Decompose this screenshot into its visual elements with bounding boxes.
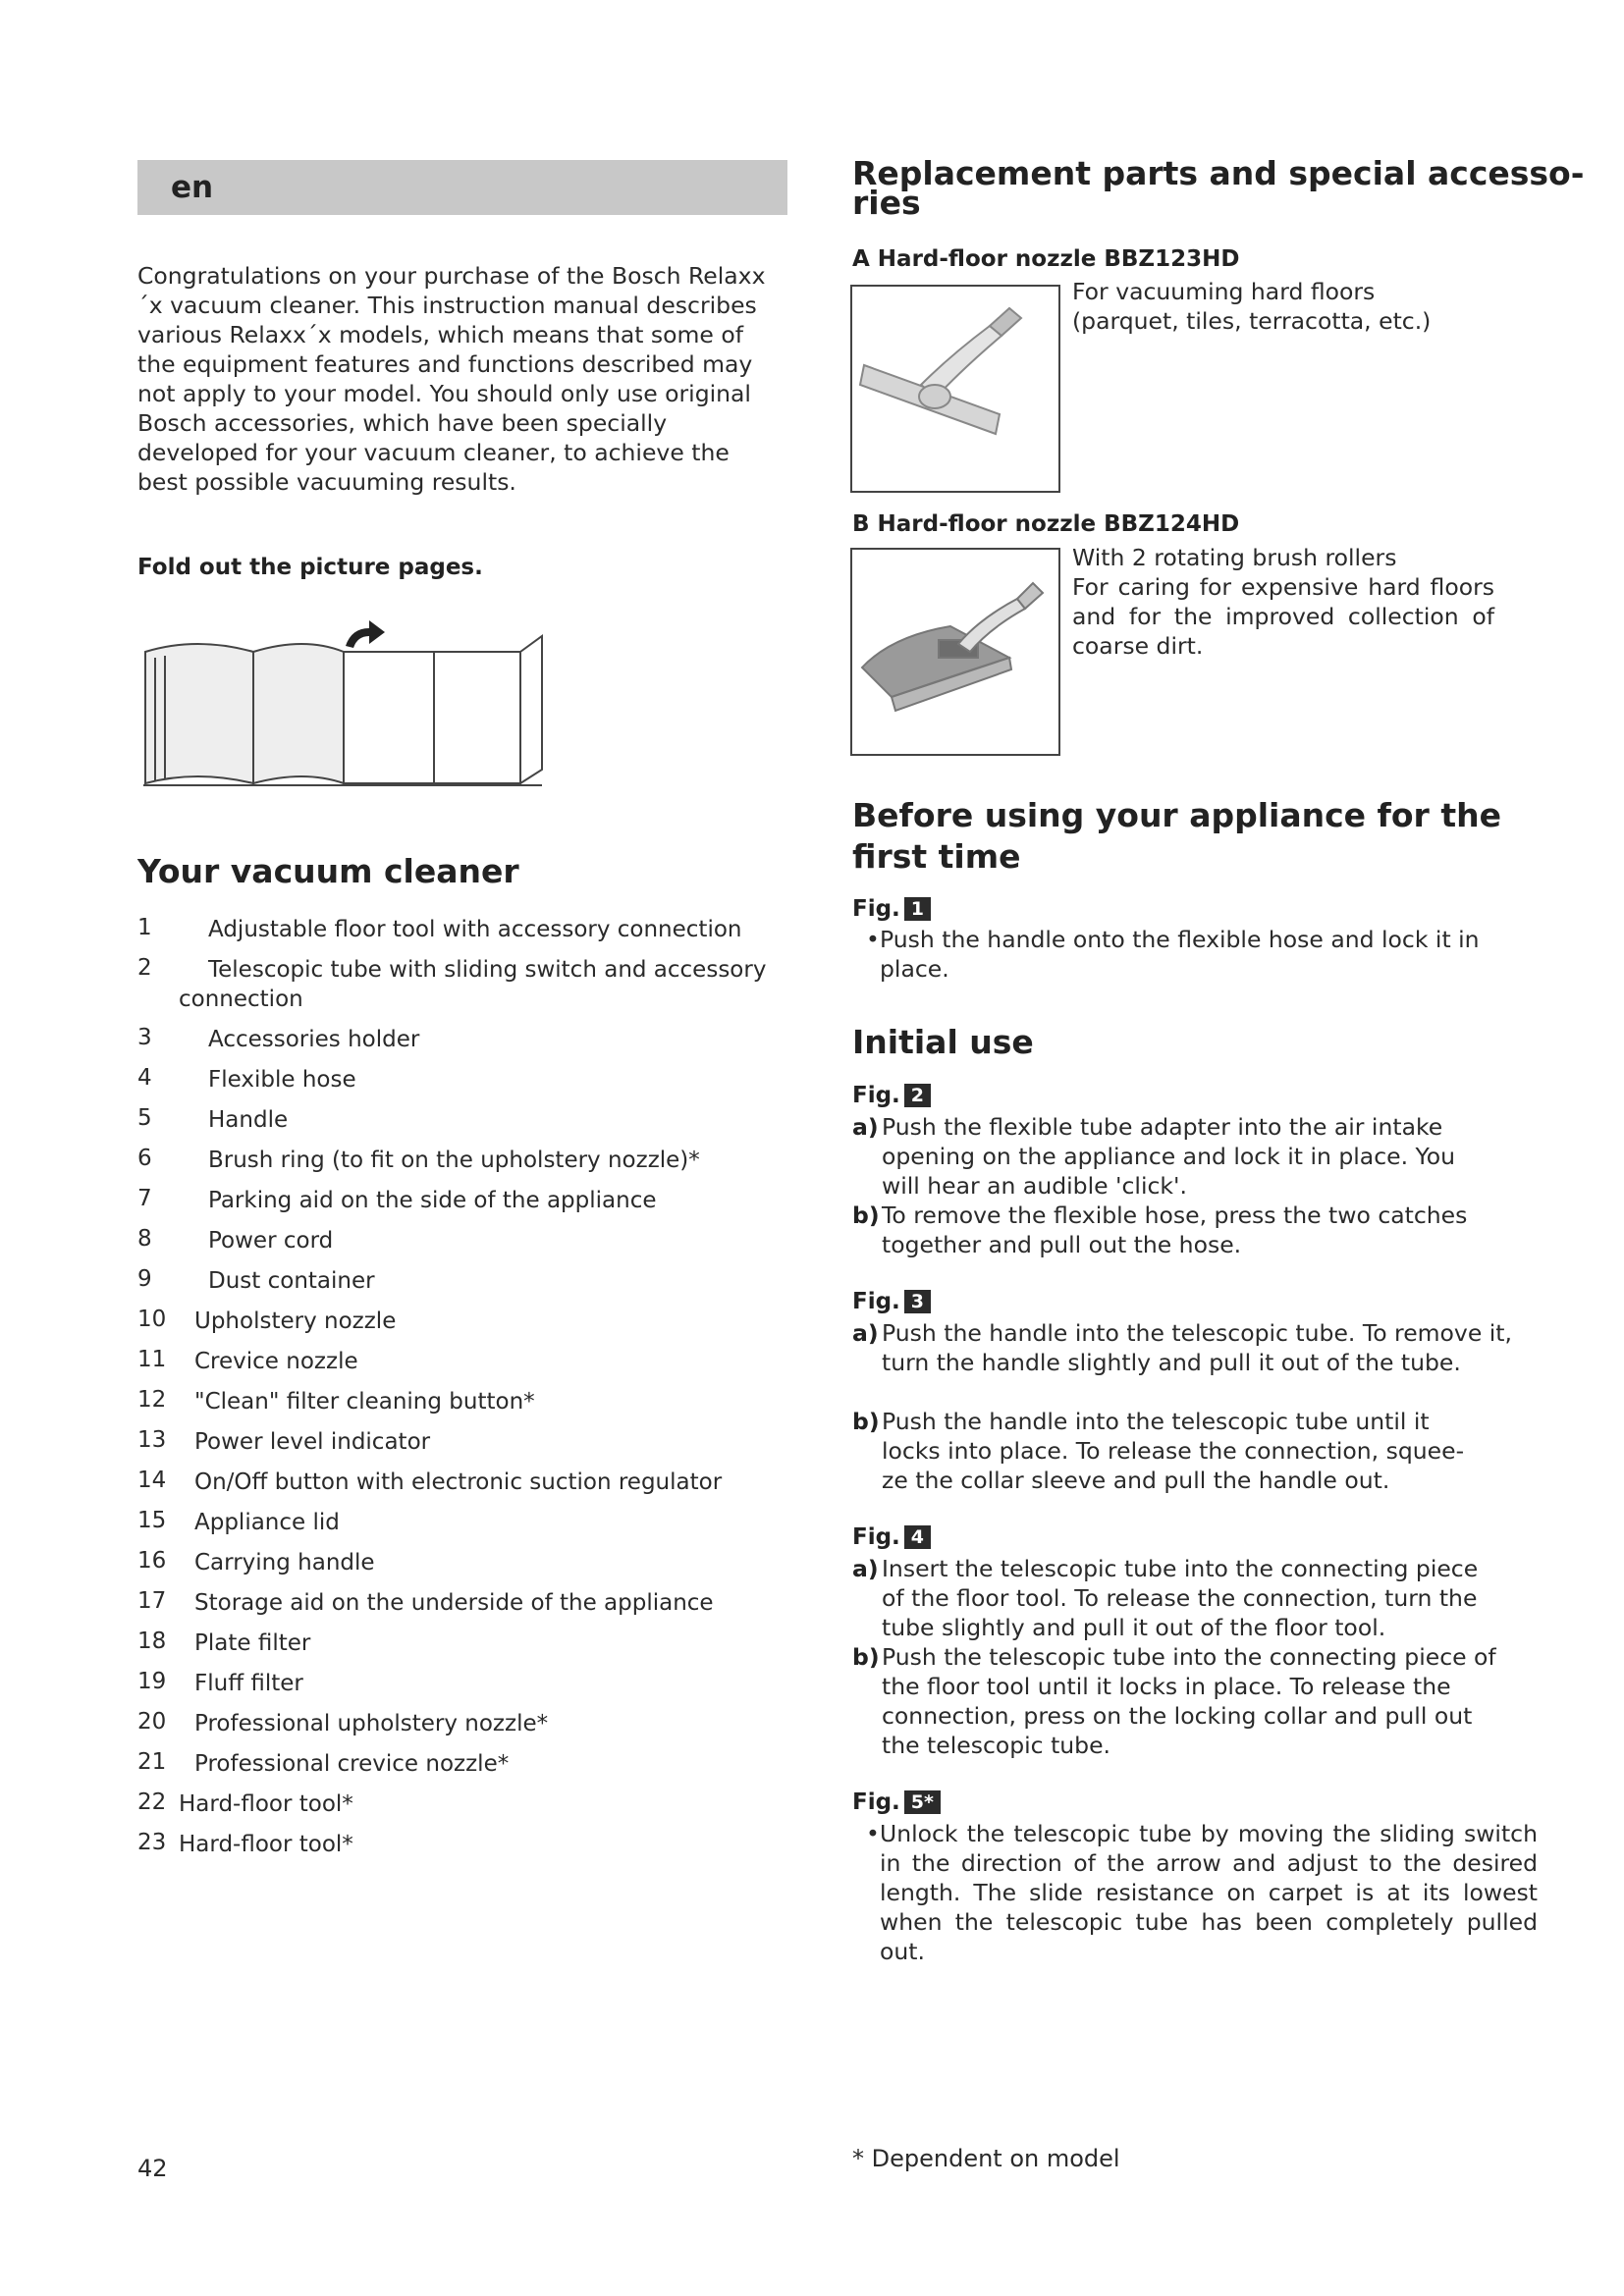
- list-item: 19 Fluff filter: [137, 1669, 303, 1696]
- accessory-b-title: B Hard-floor nozzle BBZ124HD: [852, 511, 1240, 537]
- fig-4-step-b: b) Push the telescopic tube into the connecting piece of the floor tool until it locks in place. To release the connection, press on the locking collar and pull out the telescopic tube.: [852, 1643, 1496, 1759]
- list-item: 21 Professional crevice nozzle*: [137, 1749, 510, 1777]
- list-item: 10 Upholstery nozzle: [137, 1307, 397, 1334]
- fold-arrow-icon: [346, 620, 385, 648]
- accessory-b-description: [1072, 543, 1494, 661]
- hard-floor-nozzle-a-icon: [852, 287, 1058, 491]
- fig-2-step-a: a) Push the flexible tube adapter into the air intake opening on the appliance and lock it in place. You will hear an audible 'click'.: [852, 1113, 1456, 1200]
- fig-4-step-a: a) Insert the telescopic tube into the connecting piece of the floor tool. To release the connection, turn the tube slightly and pull it out of the floor tool.: [852, 1555, 1479, 1641]
- replacement-heading: [852, 154, 1585, 222]
- fig-3-badge: 3: [904, 1290, 931, 1313]
- hard-floor-nozzle-b-icon: [852, 550, 1058, 754]
- list-item: 7 Parking aid on the side of the appliance: [137, 1186, 657, 1213]
- fig-3-step-b: b) Push the handle into the telescopic tube until it locks into place. To release the connection, squee-ze the collar sleeve and pull the handle out.: [852, 1408, 1465, 1494]
- list-item: 13 Power level indicator: [137, 1427, 431, 1455]
- list-item: 8 Power cord: [137, 1226, 334, 1254]
- fig-2-step-b: b) To remove the flexible hose, press the two catches together and pull out the hose.: [852, 1201, 1468, 1258]
- fig-4-label: Fig. 4: [852, 1524, 931, 1550]
- fig-5-badge: 5*: [904, 1790, 941, 1814]
- fig-1-step: • Push the handle onto the flexible hose and lock it in place.: [852, 925, 1528, 984]
- list-item: 14 On/Off button with electronic suction regulator: [137, 1468, 723, 1495]
- initial-use-heading: Initial use: [852, 1023, 1034, 1061]
- list-item: 12 "Clean" filter cleaning button*: [137, 1387, 535, 1415]
- fold-out-book-illustration: [137, 616, 560, 793]
- fig-3-step-a: a) Push the handle into the telescopic tube. To remove it, turn the handle slightly and pull it out of the tube.: [852, 1319, 1512, 1376]
- page-number: 42: [137, 2155, 168, 2182]
- before-use-heading: Before using your appliance for the first time: [852, 796, 1501, 876]
- fig-5-label: Fig. 5*: [852, 1789, 941, 1815]
- list-item: 23 Hard-floor tool*: [137, 1830, 353, 1857]
- replacement-heading-line1: Replacement parts and special accesso-: [852, 154, 1585, 192]
- language-bar: [137, 160, 787, 215]
- fig-2-label: Fig. 2: [852, 1083, 931, 1108]
- list-item: 20 Professional upholstery nozzle*: [137, 1709, 549, 1736]
- list-item: 18 Plate filter: [137, 1629, 311, 1656]
- language-label: en: [171, 170, 214, 205]
- accessory-b-desc-line1: With 2 rotating brush rollers: [1072, 544, 1397, 571]
- parts-list: [137, 915, 785, 1870]
- accessory-a-description: [1072, 277, 1524, 336]
- fig-1-label: Fig. 1: [852, 896, 931, 922]
- list-item: 2 Telescopic tube with sliding switch and accessory connection: [137, 955, 767, 1012]
- accessory-b-desc-line2: For caring for expensive hard floors and for the improved collection of coarse dirt.: [1072, 573, 1494, 660]
- list-item: 15 Appliance lid: [137, 1508, 340, 1535]
- replacement-heading-line2: ries: [852, 184, 921, 222]
- list-item: 16 Carrying handle: [137, 1548, 375, 1575]
- fig-4-badge: 4: [904, 1525, 931, 1549]
- accessory-a-desc-line2: (parquet, tiles, terracotta, etc.): [1072, 307, 1432, 335]
- list-item: 3 Accessories holder: [137, 1025, 420, 1052]
- fig-5-step: • Unlock the telescopic tube by moving the sliding switch in the direction of the arrow and adjust to the desired length. The slide resistance on carpet is at its lowest when the telescopic tube has been completely pulled out.: [852, 1819, 1538, 1966]
- vacuum-heading: Your vacuum cleaner: [137, 852, 519, 890]
- fold-out-note: Fold out the picture pages.: [137, 555, 483, 580]
- fig-1-badge: 1: [904, 897, 931, 921]
- footnote: * Dependent on model: [852, 2145, 1120, 2172]
- list-item: 5 Handle: [137, 1105, 289, 1133]
- list-item: 9 Dust container: [137, 1266, 375, 1294]
- list-item: 4 Flexible hose: [137, 1065, 356, 1093]
- accessory-a-desc-line1: For vacuuming hard floors: [1072, 278, 1376, 305]
- accessory-b-image: [850, 548, 1060, 756]
- fig-3-label: Fig. 3: [852, 1289, 931, 1314]
- list-item: 11 Crevice nozzle: [137, 1347, 358, 1374]
- fig-2-badge: 2: [904, 1084, 931, 1107]
- list-item: 17 Storage aid on the underside of the appliance: [137, 1588, 714, 1616]
- list-item: 22 Hard-floor tool*: [137, 1789, 353, 1817]
- accessory-a-title: A Hard-floor nozzle BBZ123HD: [852, 246, 1240, 272]
- intro-paragraph: Congratulations on your purchase of the Bosch Relaxx´x vacuum cleaner. This instruction manual describes various Relaxx´x models, which means that some of the equipment features and functions described may not apply to your model. You should only use original Bosch accessories, which have been specially developed for your vacuum cleaner, to achieve the best possible vacuuming results.: [137, 262, 766, 496]
- list-item: 6 Brush ring (to fit on the upholstery nozzle)*: [137, 1146, 700, 1173]
- accessory-a-image: [850, 285, 1060, 493]
- list-item: 1 Adjustable floor tool with accessory connection: [137, 915, 742, 942]
